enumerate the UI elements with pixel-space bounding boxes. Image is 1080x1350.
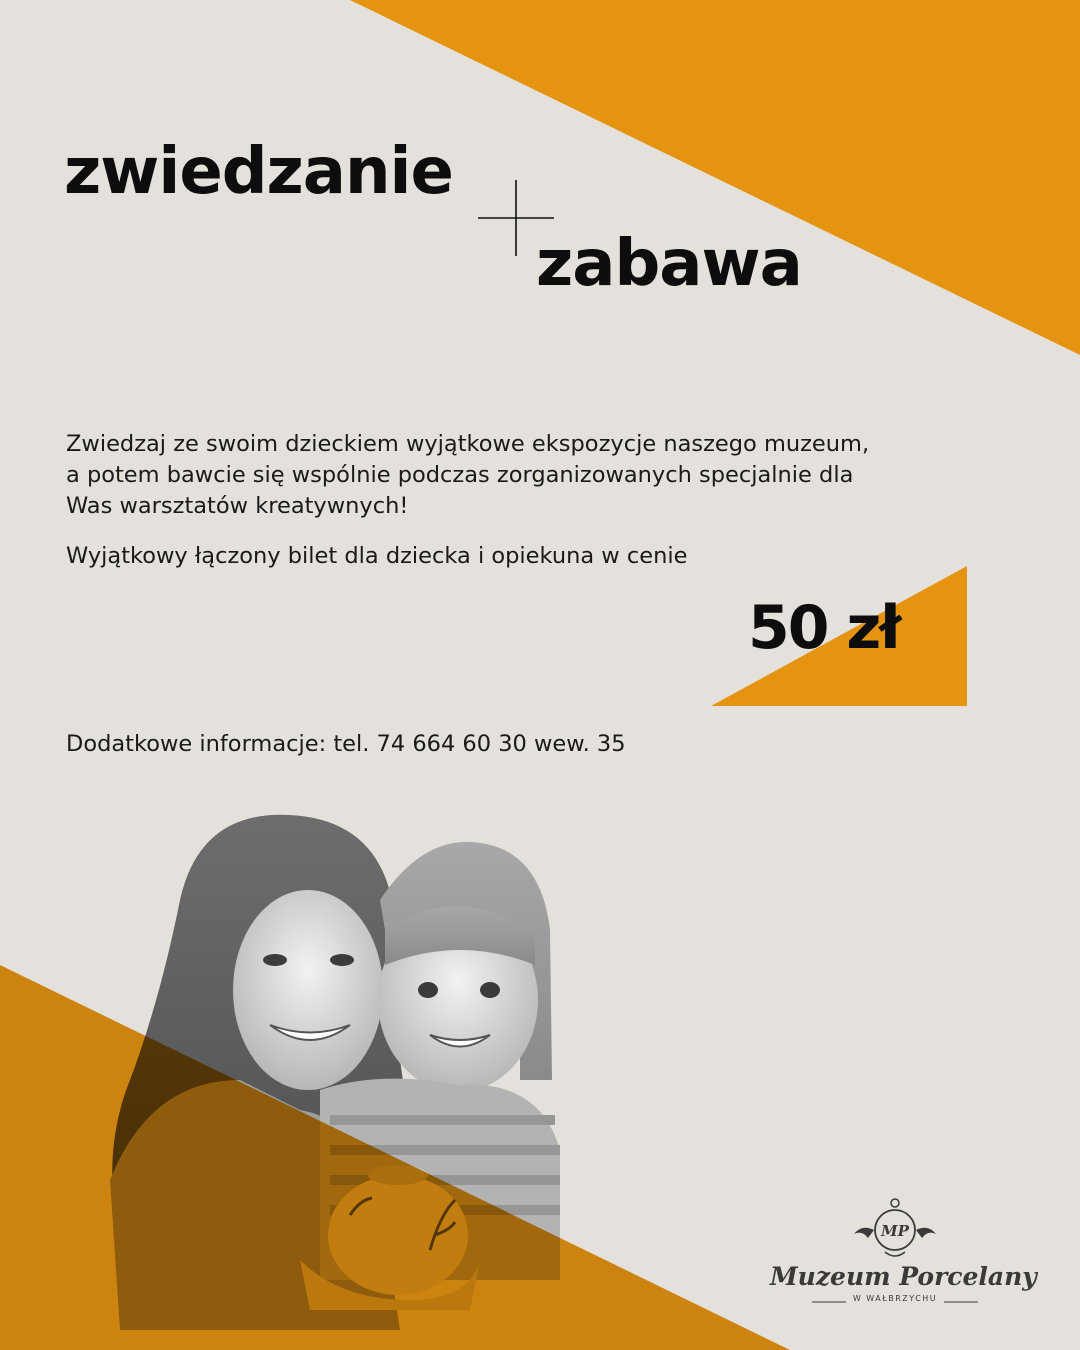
logo-subtitle: W WAŁBRZYCHU (852, 1294, 938, 1303)
monogram-crest-icon (850, 1194, 940, 1266)
logo-monogram: MP (881, 1222, 909, 1240)
headline-fun: zabawa (536, 227, 802, 301)
description-line: a potem bawcie się wspólnie podczas zorganizowanych specjalnie dla (66, 462, 854, 488)
headline-visiting: zwiedzanie (64, 135, 453, 209)
logo-name: Muzeum Porcelany (770, 1262, 1037, 1291)
description (66, 429, 869, 522)
description-line: Was warsztatów kreatywnych! (66, 493, 409, 519)
ticket-text: Wyjątkowy łączony bilet dla dziecka i opiekuna w cenie (66, 543, 688, 569)
contact-info: Dodatkowe informacje: tel. 74 664 60 30 wew. 35 (66, 731, 626, 757)
price-label: 50 zł (748, 593, 900, 663)
description-line: Zwiedzaj ze swoim dzieckiem wyjątkowe ekspozycje naszego muzeum, (66, 431, 870, 457)
